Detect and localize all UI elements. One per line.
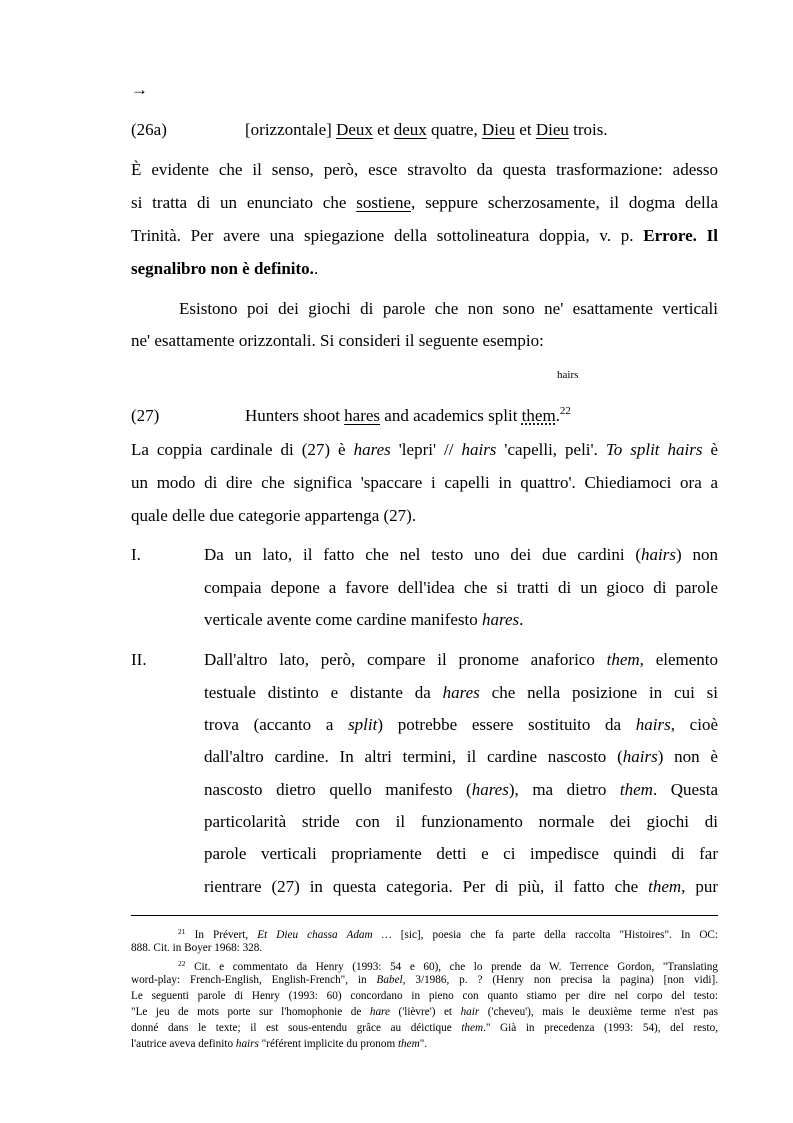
example-text: [orizzontale]	[245, 120, 337, 139]
text-run: trova (accanto a	[204, 715, 349, 734]
text-run: ('lièvre') et	[389, 1006, 461, 1018]
underlined-word: Dieu	[481, 120, 516, 139]
italic-word: hares	[471, 780, 509, 799]
text-run: Trinità. Per avere una spiegazione della sottolineatura doppia, v. p.	[131, 226, 644, 245]
text-run: .	[313, 259, 319, 278]
text-run: , cioè	[670, 715, 718, 734]
italic-word: hares	[482, 610, 520, 629]
underlined-word: Dieu	[535, 120, 569, 139]
text-run: nascosto dietro quello manifesto (	[204, 780, 472, 799]
text-run: ('cheveu'), mais le deuxième terme n'est pas	[479, 1006, 718, 1018]
text-run: Da un lato, il fatto che nel testo uno dei due cardini (	[204, 545, 642, 564]
italic-word: split	[348, 715, 378, 734]
list-item-line	[204, 747, 718, 767]
text-run: testuale distinto e distante da	[204, 683, 443, 702]
italic-word: hairs	[641, 545, 677, 564]
list-item-line	[204, 877, 718, 897]
footnote-separator	[131, 915, 718, 916]
bookmark-error: segnalibro non è definito.	[131, 259, 314, 278]
example-label: (26a)	[131, 120, 167, 139]
italic-word: them	[606, 650, 640, 669]
text-run: ), ma dietro	[508, 780, 620, 799]
footnote-line: Le seguenti parole di Henry (1993: 60) concordano in pieno con quanto stiamo per dire nel corpo del testo:	[131, 990, 718, 1002]
list-item-line	[204, 650, 718, 670]
italic-word: hares	[353, 440, 391, 459]
list-item-line	[204, 780, 718, 800]
list-item-line: particolarità stride con il funzionamento normale dei giochi di	[204, 812, 718, 831]
text-run: , seppure scherzosamente, il dogma della	[411, 193, 718, 212]
footnote-line	[131, 972, 718, 988]
paragraph-line	[131, 440, 718, 460]
underlined-word: sostiene	[356, 193, 412, 212]
example-text: trois.	[568, 120, 608, 139]
italic-word: hares	[442, 683, 480, 702]
paragraph-line: Esistono poi dei giochi di parole che non sono ne' esattamente verticali	[179, 299, 718, 318]
text-run: 'capelli, peli'.	[496, 440, 606, 459]
italic-word: hairs	[635, 715, 671, 734]
footnote-line	[131, 1004, 718, 1020]
example-text: et	[372, 120, 394, 139]
text-run: , elemento	[639, 650, 718, 669]
text-run: verticale avente come cardine manifesto	[204, 610, 482, 629]
example-text: .	[555, 406, 560, 425]
text-run: donné dans le texte; il est sous-entendu grâce au déictique	[131, 1022, 462, 1034]
text-run: rientrare (27) in questa categoria. Per di più, il fatto che	[204, 877, 649, 896]
footnote-line: 888. Cit. in Boyer 1968: 328.	[131, 942, 263, 954]
text-run: ." Già in precedenza (1993: 54), del resto,	[483, 1022, 718, 1034]
example-label: (27)	[131, 406, 160, 425]
list-item-line	[204, 683, 718, 703]
text-run: . Questa	[652, 780, 718, 799]
italic-word: hare	[369, 1006, 390, 1018]
text-run: "Le jeu de mots porte sur l'homophonie de	[131, 1006, 370, 1018]
example-26a	[131, 120, 608, 140]
text-run: , pur	[681, 877, 718, 896]
text-run: ) non è	[657, 747, 718, 766]
text-run: La coppia cardinale di (27) è	[131, 440, 354, 459]
italic-word: hairs	[235, 1038, 259, 1050]
paragraph-line	[131, 193, 718, 213]
arrow-symbol: →	[131, 80, 148, 99]
italic-word: hairs	[622, 747, 658, 766]
text-run: che nella posizione in cui si	[479, 683, 718, 702]
list-item-line: parole verticali propriamente detti e ci impedisce quindi di far	[204, 844, 718, 863]
paragraph-line: quale delle due categorie appartenga (27).	[131, 506, 417, 525]
text-run: [sic], poesia che fa parte della raccolta "Histoires". In OC:	[391, 929, 718, 941]
interlinear-gloss: hairs	[557, 369, 579, 381]
italic-word: hair	[460, 1006, 480, 1018]
italic-word: Babel	[376, 974, 403, 986]
example-text: Hunters shoot	[245, 406, 345, 425]
text-run: ".	[419, 1038, 428, 1050]
text-run: Dall'altro lato, però, compare il pronome anaforico	[204, 650, 607, 669]
italic-word: them	[648, 877, 682, 896]
paragraph-line	[131, 259, 318, 279]
underlined-word: deux	[393, 120, 427, 139]
text-run: dall'altro cardine. In altri termini, il cardine nascosto (	[204, 747, 623, 766]
list-item-number: II.	[131, 650, 147, 669]
list-item-line	[204, 610, 718, 630]
example-text: and academics split	[380, 406, 522, 425]
underlined-word: hares	[344, 406, 381, 425]
text-run: word-play: French-English, English-French", in	[131, 974, 377, 986]
italic-word: them	[461, 1022, 484, 1034]
dotted-underlined-word: them	[521, 406, 556, 425]
text-run: ) non	[676, 545, 718, 564]
footnote-line	[131, 1020, 718, 1036]
italic-word: Et Dieu chassa Adam …	[257, 929, 392, 941]
footnote-line	[131, 1036, 718, 1052]
italic-word: To split hairs	[605, 440, 703, 459]
italic-word: them	[619, 780, 653, 799]
list-item-line	[204, 715, 718, 735]
footnote-ref: 22	[559, 405, 571, 417]
paragraph-line	[131, 226, 718, 246]
footnote-number: 21	[178, 927, 186, 936]
text-run: si tratta di un enunciato che	[131, 193, 357, 212]
footnote-number: 22	[178, 959, 186, 968]
italic-word: them	[397, 1038, 420, 1050]
italic-word: hairs	[461, 440, 497, 459]
paragraph-line: ne' esattamente orizzontali. Si consideri il seguente esempio:	[131, 331, 544, 350]
text-run: è	[702, 440, 719, 459]
paragraph-line: È evidente che il senso, però, esce stravolto da questa trasformazione: adesso	[131, 160, 718, 179]
text-run: In Prévert,	[185, 929, 258, 941]
example-text: quatre,	[426, 120, 482, 139]
text-run: l'autrice aveva definito	[131, 1038, 236, 1050]
text-run: "référent implicite du pronom	[258, 1038, 398, 1050]
underlined-word: Deux	[336, 120, 373, 139]
text-run: .	[519, 610, 524, 629]
list-item-line: compaia depone a favore dell'idea che si tratti di un gioco di parole	[204, 578, 718, 597]
text-run: , 3/1986, p. ? (Henry non precisa la pagina) [non vidi].	[402, 974, 718, 986]
example-text: et	[515, 120, 536, 139]
text-run: 'lepri' //	[390, 440, 462, 459]
bookmark-error: Errore. Il	[643, 226, 719, 245]
text-run: ) potrebbe essere sostituito da	[377, 715, 636, 734]
text-run: Cit. e commentato da Henry (1993: 54 e 60), che lo prende da W. Terrence Gordon, "Translating	[185, 961, 718, 973]
list-item-number: I.	[131, 545, 141, 564]
example-27	[131, 401, 571, 426]
list-item-line	[204, 545, 718, 565]
paragraph-line: un modo di dire che significa 'spaccare i capelli in quattro'. Chiediamoci ora a	[131, 473, 718, 492]
